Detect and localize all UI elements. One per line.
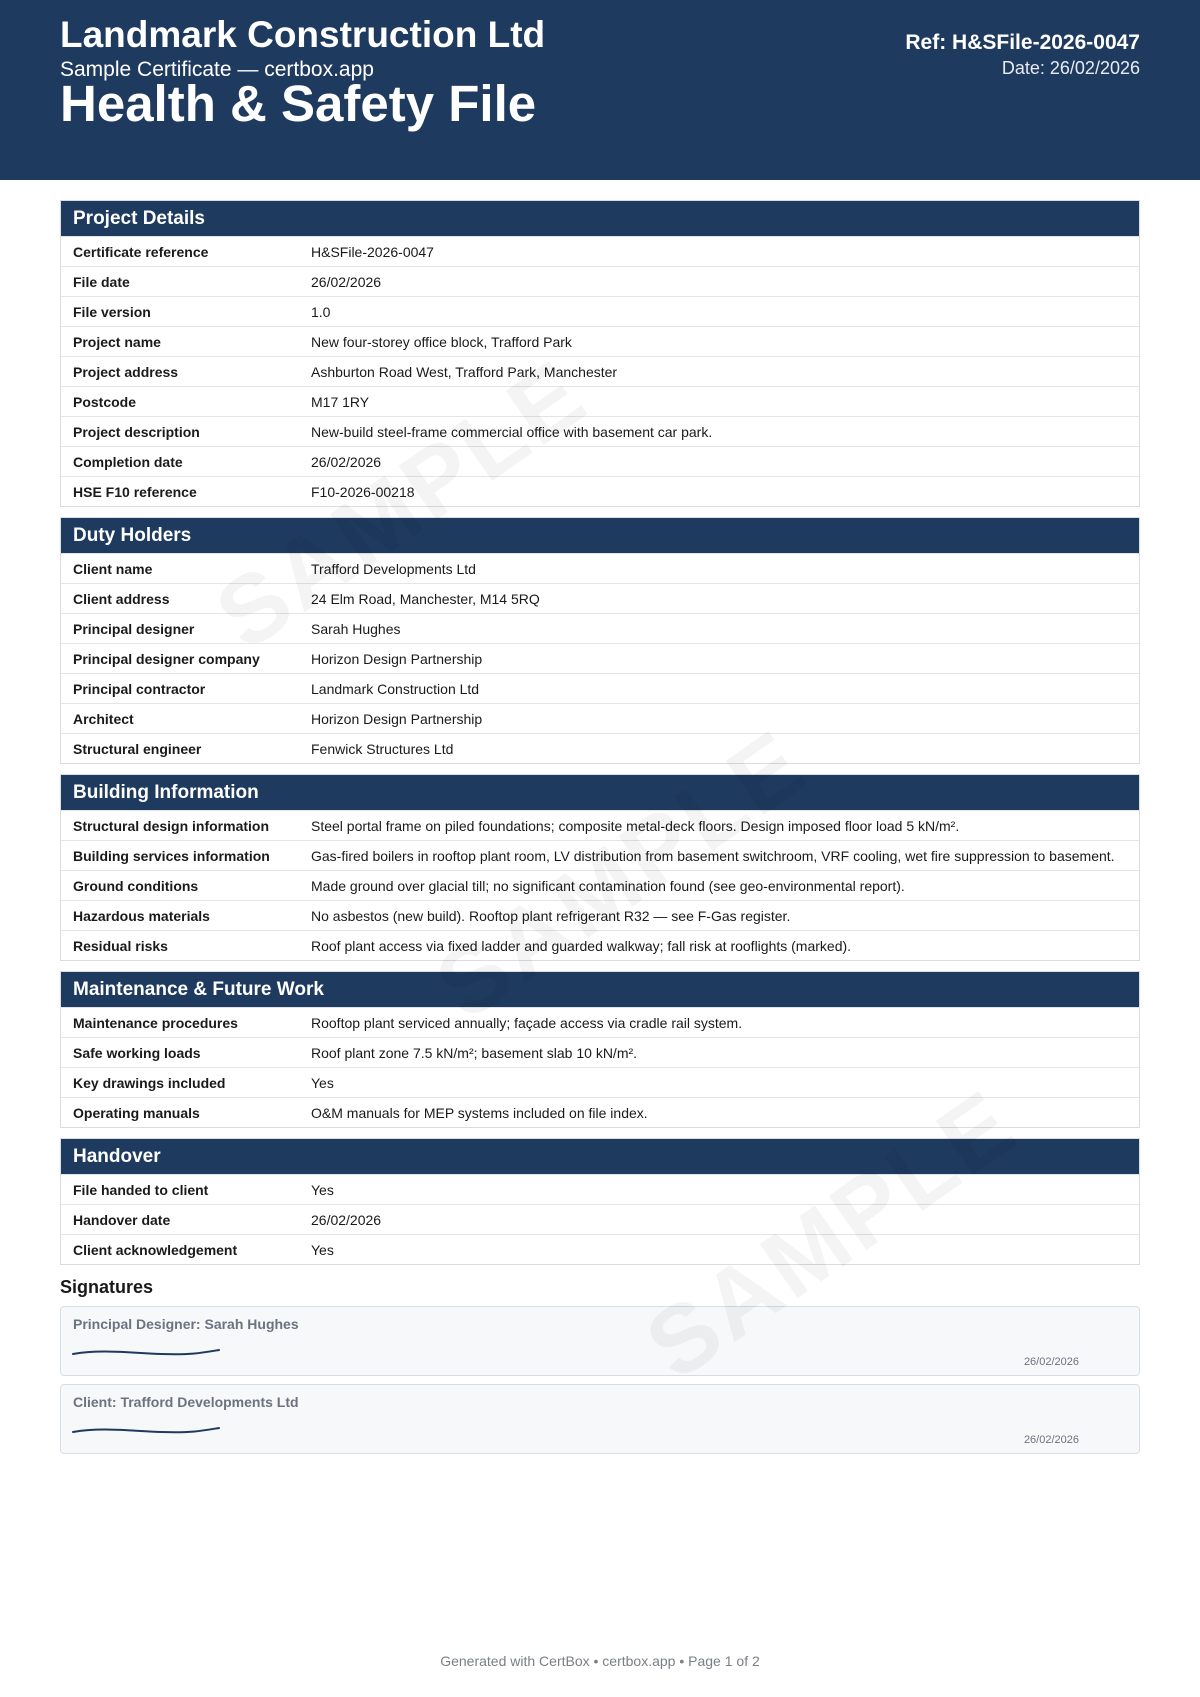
field-value: New-build steel-frame commercial office with basement car park. xyxy=(311,423,713,440)
field-label: Client address xyxy=(73,590,170,607)
section-duty-holders xyxy=(60,517,1140,764)
table-row xyxy=(61,1174,1139,1204)
signature-date: 26/02/2026 xyxy=(1023,1356,1079,1368)
section-building-information xyxy=(60,774,1140,961)
section-title: Project Details xyxy=(61,201,1139,236)
table-row xyxy=(61,1067,1139,1097)
field-label: HSE F10 reference xyxy=(73,483,197,500)
table-row xyxy=(61,1037,1139,1067)
field-label: Project address xyxy=(73,363,179,380)
field-label: Project description xyxy=(73,423,200,440)
field-value: O&M manuals for MEP systems included on file index. xyxy=(311,1104,648,1121)
field-value: Sarah Hughes xyxy=(311,620,401,637)
field-value: Ashburton Road West, Trafford Park, Manchester xyxy=(311,363,618,380)
document-date: Date: 26/02/2026 xyxy=(1001,58,1140,78)
signatory-name: Principal Designer: Sarah Hughes xyxy=(73,1316,299,1332)
table-row xyxy=(61,553,1139,583)
table-row xyxy=(61,930,1139,960)
field-label: Principal designer company xyxy=(73,650,260,667)
field-value: New four-storey office block, Trafford Park xyxy=(311,333,572,350)
section-project-details xyxy=(60,200,1140,507)
table-row xyxy=(61,476,1139,506)
reference-number: Ref: H&SFile-2026-0047 xyxy=(905,31,1140,54)
section-title: Duty Holders xyxy=(61,518,1139,553)
field-label: Client name xyxy=(73,560,153,577)
table-row xyxy=(61,326,1139,356)
table-row xyxy=(61,703,1139,733)
field-value: Fenwick Structures Ltd xyxy=(311,740,454,757)
field-label: Completion date xyxy=(73,453,183,470)
field-label: Operating manuals xyxy=(73,1104,200,1121)
signatory-name: Client: Trafford Developments Ltd xyxy=(73,1394,299,1410)
table-row xyxy=(61,446,1139,476)
table-row xyxy=(61,810,1139,840)
field-label: Key drawings included xyxy=(73,1074,226,1091)
field-label: Building services information xyxy=(73,847,270,864)
field-value: Landmark Construction Ltd xyxy=(311,680,480,697)
table-row xyxy=(61,900,1139,930)
table-row xyxy=(61,613,1139,643)
table-row xyxy=(61,583,1139,613)
section-title: Building Information xyxy=(61,775,1139,810)
field-value: 26/02/2026 xyxy=(311,1211,382,1228)
signatures-heading: Signatures xyxy=(60,1277,154,1297)
field-label: Principal contractor xyxy=(73,680,206,697)
table-row xyxy=(61,643,1139,673)
field-label: File date xyxy=(73,273,130,290)
field-label: File handed to client xyxy=(73,1181,209,1198)
field-value: Yes xyxy=(311,1074,334,1091)
field-label: Safe working loads xyxy=(73,1044,201,1061)
document-header xyxy=(0,0,1200,180)
field-label: Certificate reference xyxy=(73,243,209,260)
table-row xyxy=(61,296,1139,326)
page-footer: Generated with CertBox • certbox.app • Page 1 of 2 xyxy=(440,1653,760,1669)
field-value: 1.0 xyxy=(311,303,331,320)
field-label: Architect xyxy=(73,710,134,727)
table-row xyxy=(61,870,1139,900)
company-name: Landmark Construction Ltd xyxy=(60,14,546,55)
signature-box xyxy=(60,1384,1140,1454)
field-label: Structural design information xyxy=(73,817,270,834)
signatures-container xyxy=(60,1306,1140,1454)
field-value: Yes xyxy=(311,1181,334,1198)
field-value: H&SFile-2026-0047 xyxy=(311,243,434,260)
table-row xyxy=(61,386,1139,416)
table-row xyxy=(61,236,1139,266)
document-body xyxy=(60,200,1140,1462)
table-row xyxy=(61,416,1139,446)
field-value: No asbestos (new build). Rooftop plant refrigerant R32 — see F-Gas register. xyxy=(311,907,791,924)
field-label: Principal designer xyxy=(73,620,195,637)
table-row xyxy=(61,1204,1139,1234)
field-value: 26/02/2026 xyxy=(311,273,382,290)
field-value: Roof plant zone 7.5 kN/m²; basement slab 10 kN/m². xyxy=(311,1044,638,1061)
table-row xyxy=(61,673,1139,703)
field-label: Client acknowledgement xyxy=(73,1241,238,1258)
field-value: Gas-fired boilers in rooftop plant room, LV distribution from basement switchroom, VRF cooling, wet fire suppression to basement. xyxy=(311,847,1115,864)
field-value: M17 1RY xyxy=(311,393,370,410)
table-row xyxy=(61,733,1139,763)
field-value: 24 Elm Road, Manchester, M14 5RQ xyxy=(311,590,540,607)
signature-stroke-icon xyxy=(71,1423,221,1439)
field-value: Trafford Developments Ltd xyxy=(311,560,476,577)
field-value: Rooftop plant serviced annually; façade access via cradle rail system. xyxy=(311,1014,743,1031)
certificate-subtitle: Sample Certificate — certbox.app xyxy=(60,58,374,81)
field-label: Maintenance procedures xyxy=(73,1014,238,1031)
field-label: Residual risks xyxy=(73,937,168,954)
field-label: Structural engineer xyxy=(73,740,202,757)
field-value: Made ground over glacial till; no significant contamination found (see geo-environmental report). xyxy=(311,877,905,894)
table-row xyxy=(61,266,1139,296)
table-row xyxy=(61,356,1139,386)
sections-container xyxy=(60,200,1140,1265)
signature-date: 26/02/2026 xyxy=(1023,1434,1079,1446)
field-label: File version xyxy=(73,303,151,320)
table-row xyxy=(61,1234,1139,1264)
field-value: Steel portal frame on piled foundations; composite metal-deck floors. Design imposed floor load 5 kN/m². xyxy=(311,817,960,834)
table-row xyxy=(61,1007,1139,1037)
signature-stroke-icon xyxy=(71,1345,221,1361)
field-value: Roof plant access via fixed ladder and guarded walkway; fall risk at rooflights (marked). xyxy=(311,937,852,954)
field-label: Ground conditions xyxy=(73,877,199,894)
section-handover xyxy=(60,1138,1140,1265)
document-title: Health & Safety File xyxy=(60,75,537,132)
field-label: Postcode xyxy=(73,393,137,410)
table-row xyxy=(61,840,1139,870)
field-label: Handover date xyxy=(73,1211,171,1228)
field-label: Hazardous materials xyxy=(73,907,210,924)
section-title: Handover xyxy=(61,1139,1139,1174)
field-value: Yes xyxy=(311,1241,334,1258)
signature-box xyxy=(60,1306,1140,1376)
field-label: Project name xyxy=(73,333,161,350)
table-row xyxy=(61,1097,1139,1127)
section-maintenance-future-work xyxy=(60,971,1140,1128)
field-value: Horizon Design Partnership xyxy=(311,650,483,667)
field-value: 26/02/2026 xyxy=(311,453,382,470)
field-value: F10-2026-00218 xyxy=(311,483,415,500)
section-title: Maintenance & Future Work xyxy=(61,972,1139,1007)
field-value: Horizon Design Partnership xyxy=(311,710,483,727)
